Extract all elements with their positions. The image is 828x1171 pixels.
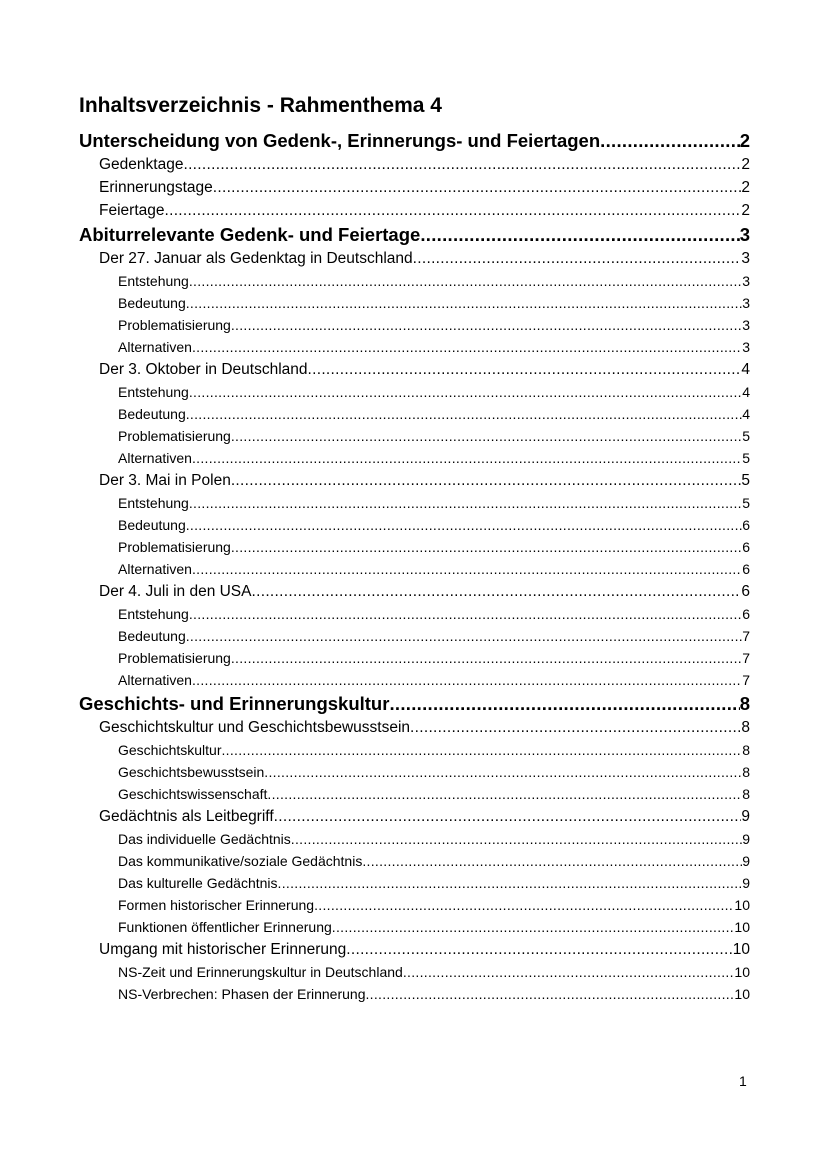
dot-leader — [186, 625, 742, 647]
toc-entry-title: Unterscheidung von Gedenk-, Erinnerungs- und Feiertagen — [79, 130, 601, 151]
dot-leader — [231, 469, 742, 492]
toc-entry-page: 3 — [742, 273, 750, 289]
toc-entry-title: Der 27. Januar als Gedenktag in Deutschland — [99, 250, 413, 267]
dot-leader — [389, 691, 739, 716]
toc-entry-level-3[interactable] — [79, 739, 750, 761]
toc-entry-level-2[interactable] — [79, 358, 750, 381]
toc-entry-page: 6 — [741, 583, 750, 600]
toc-entry-level-3[interactable] — [79, 536, 750, 558]
toc-entry-title: Gedächtnis als Leitbegriff — [99, 808, 274, 825]
dot-leader — [264, 761, 742, 783]
dot-leader — [192, 558, 742, 580]
toc-entry-level-3[interactable] — [79, 403, 750, 425]
dot-leader — [600, 128, 740, 153]
toc-entry-level-1[interactable] — [79, 128, 750, 153]
dot-leader — [189, 603, 742, 625]
toc-entry-page: 8 — [742, 764, 750, 780]
toc-entry-page: 3 — [742, 295, 750, 311]
toc-entry-level-3[interactable] — [79, 336, 750, 358]
toc-entry-page: 10 — [734, 986, 750, 1002]
toc-entry-page: 2 — [741, 156, 750, 173]
toc-entry-title: Problematisierung — [118, 317, 231, 333]
toc-entry-page: 3 — [742, 317, 750, 333]
toc-entry-page: 4 — [741, 361, 750, 378]
dot-leader — [252, 580, 742, 603]
toc-entry-title: Geschichtskultur — [118, 742, 222, 758]
toc-entry-page: 4 — [742, 406, 750, 422]
toc-entry-level-2[interactable] — [79, 580, 750, 603]
dot-leader — [192, 447, 742, 469]
toc-entry-level-3[interactable] — [79, 514, 750, 536]
dot-leader — [192, 669, 742, 691]
toc-entry-title: Der 4. Juli in den USA — [99, 583, 252, 600]
dot-leader — [413, 247, 742, 270]
toc-entry-level-1[interactable] — [79, 691, 750, 716]
toc-entry-title: Umgang mit historischer Erinnerung — [99, 941, 347, 958]
toc-entry-title: Gedenktage — [99, 156, 184, 173]
dot-leader — [213, 176, 742, 199]
toc-entry-page: 6 — [742, 606, 750, 622]
toc-entry-page: 8 — [742, 786, 750, 802]
toc-entry-page: 6 — [742, 561, 750, 577]
dot-leader — [231, 425, 742, 447]
toc-entry-page: 8 — [739, 693, 750, 714]
dot-leader — [221, 739, 742, 761]
dot-leader — [420, 222, 739, 247]
toc-entry-page: 5 — [742, 495, 750, 511]
toc-entry-title: Entstehung — [118, 606, 189, 622]
dot-leader — [189, 492, 742, 514]
toc-entry-level-2[interactable] — [79, 153, 750, 176]
toc-entry-page: 2 — [741, 179, 750, 196]
toc-entry-level-3[interactable] — [79, 872, 750, 894]
toc-entry-page: 8 — [741, 719, 750, 736]
table-of-contents — [79, 128, 750, 1005]
dot-leader — [231, 647, 742, 669]
dot-leader — [267, 783, 742, 805]
toc-entry-title: NS-Verbrechen: Phasen der Erinnerung — [118, 986, 366, 1002]
toc-entry-title: Problematisierung — [118, 428, 231, 444]
toc-entry-page: 10 — [734, 919, 750, 935]
toc-entry-level-3[interactable] — [79, 447, 750, 469]
toc-entry-level-2[interactable] — [79, 247, 750, 270]
toc-entry-level-3[interactable] — [79, 270, 750, 292]
toc-entry-page: 2 — [739, 130, 750, 151]
toc-entry-level-2[interactable] — [79, 938, 750, 961]
toc-entry-page: 9 — [742, 875, 750, 891]
toc-entry-title: Alternativen — [118, 561, 192, 577]
toc-entry-level-2[interactable] — [79, 469, 750, 492]
toc-entry-page: 5 — [742, 428, 750, 444]
dot-leader — [192, 336, 742, 358]
toc-entry-title: Alternativen — [118, 672, 192, 688]
dot-leader — [164, 199, 741, 222]
dot-leader — [362, 850, 742, 872]
dot-leader — [291, 828, 742, 850]
page-number: 1 — [739, 1073, 747, 1089]
toc-entry-level-3[interactable] — [79, 761, 750, 783]
toc-entry-title: Der 3. Oktober in Deutschland — [99, 361, 308, 378]
toc-title: Inhaltsverzeichnis - Rahmenthema 4 — [79, 94, 442, 117]
toc-entry-level-3[interactable] — [79, 647, 750, 669]
toc-entry-page: 4 — [742, 384, 750, 400]
toc-entry-title: Das kulturelle Gedächtnis — [118, 875, 278, 891]
toc-entry-page: 3 — [742, 339, 750, 355]
toc-entry-title: Geschichtswissenschaft — [118, 786, 268, 802]
toc-entry-title: Bedeutung — [118, 295, 186, 311]
dot-leader — [314, 894, 734, 916]
toc-entry-title: Geschichtskultur und Geschichtsbewusstsein — [99, 719, 411, 736]
toc-entry-page: 5 — [742, 450, 750, 466]
toc-entry-title: Problematisierung — [118, 650, 231, 666]
toc-entry-level-2[interactable] — [79, 716, 750, 739]
toc-entry-level-3[interactable] — [79, 292, 750, 314]
toc-entry-page: 7 — [742, 650, 750, 666]
toc-entry-page: 8 — [742, 742, 750, 758]
dot-leader — [186, 514, 742, 536]
toc-entry-level-1[interactable] — [79, 222, 750, 247]
toc-entry-level-3[interactable] — [79, 828, 750, 850]
toc-entry-title: Abiturrelevante Gedenk- und Feiertage — [79, 224, 421, 245]
toc-entry-level-3[interactable] — [79, 425, 750, 447]
toc-entry-title: Bedeutung — [118, 517, 186, 533]
toc-entry-title: Alternativen — [118, 339, 192, 355]
dot-leader — [231, 314, 742, 336]
dot-leader — [410, 716, 741, 739]
dot-leader — [186, 292, 742, 314]
dot-leader — [308, 358, 742, 381]
toc-entry-level-3[interactable] — [79, 625, 750, 647]
toc-entry-level-3[interactable] — [79, 961, 750, 983]
toc-entry-page: 10 — [734, 964, 750, 980]
toc-entry-title: Geschichtsbewusstsein — [118, 764, 265, 780]
dot-leader — [186, 403, 742, 425]
toc-entry-title: Funktionen öffentlicher Erinnerung — [118, 919, 332, 935]
toc-entry-title: Entstehung — [118, 273, 189, 289]
toc-entry-page: 9 — [741, 808, 750, 825]
toc-entry-title: Entstehung — [118, 384, 189, 400]
toc-entry-page: 7 — [742, 628, 750, 644]
toc-entry-title: Der 3. Mai in Polen — [99, 472, 231, 489]
toc-entry-level-3[interactable] — [79, 850, 750, 872]
toc-entry-title: Formen historischer Erinnerung — [118, 897, 315, 913]
toc-entry-title: Feiertage — [99, 202, 165, 219]
dot-leader — [274, 805, 742, 828]
toc-entry-page: 2 — [741, 202, 750, 219]
dot-leader — [183, 153, 741, 176]
toc-entry-page: 10 — [732, 941, 750, 958]
toc-entry-page: 6 — [742, 517, 750, 533]
dot-leader — [403, 961, 735, 983]
toc-entry-page: 7 — [742, 672, 750, 688]
toc-entry-level-2[interactable] — [79, 176, 750, 199]
toc-entry-level-3[interactable] — [79, 558, 750, 580]
toc-entry-page: 3 — [739, 224, 750, 245]
toc-entry-title: Bedeutung — [118, 406, 186, 422]
dot-leader — [278, 872, 743, 894]
toc-entry-level-3[interactable] — [79, 669, 750, 691]
toc-entry-level-3[interactable] — [79, 492, 750, 514]
dot-leader — [332, 916, 735, 938]
toc-entry-level-3[interactable] — [79, 603, 750, 625]
toc-entry-title: Bedeutung — [118, 628, 186, 644]
toc-entry-level-2[interactable] — [79, 199, 750, 222]
dot-leader — [365, 983, 734, 1005]
dot-leader — [231, 536, 742, 558]
toc-entry-title: Alternativen — [118, 450, 192, 466]
dot-leader — [346, 938, 733, 961]
toc-entry-page: 9 — [742, 853, 750, 869]
dot-leader — [189, 381, 742, 403]
toc-entry-page: 3 — [741, 250, 750, 267]
toc-entry-level-3[interactable] — [79, 381, 750, 403]
toc-entry-title: Problematisierung — [118, 539, 231, 555]
toc-entry-title: Das individuelle Gedächtnis — [118, 831, 291, 847]
toc-entry-title: Erinnerungstage — [99, 179, 213, 196]
toc-entry-title: Entstehung — [118, 495, 189, 511]
toc-entry-level-2[interactable] — [79, 805, 750, 828]
toc-entry-page: 9 — [742, 831, 750, 847]
toc-entry-page: 10 — [734, 897, 750, 913]
toc-entry-title: Das kommunikative/soziale Gedächtnis — [118, 853, 363, 869]
toc-entry-level-3[interactable] — [79, 783, 750, 805]
toc-entry-page: 6 — [742, 539, 750, 555]
toc-entry-title: Geschichts- und Erinnerungskultur — [79, 693, 390, 714]
toc-entry-level-3[interactable] — [79, 916, 750, 938]
toc-entry-level-3[interactable] — [79, 314, 750, 336]
toc-entry-level-3[interactable] — [79, 983, 750, 1005]
toc-entry-title: NS-Zeit und Erinnerungskultur in Deutschland — [118, 964, 403, 980]
toc-entry-page: 5 — [741, 472, 750, 489]
toc-entry-level-3[interactable] — [79, 894, 750, 916]
dot-leader — [189, 270, 742, 292]
